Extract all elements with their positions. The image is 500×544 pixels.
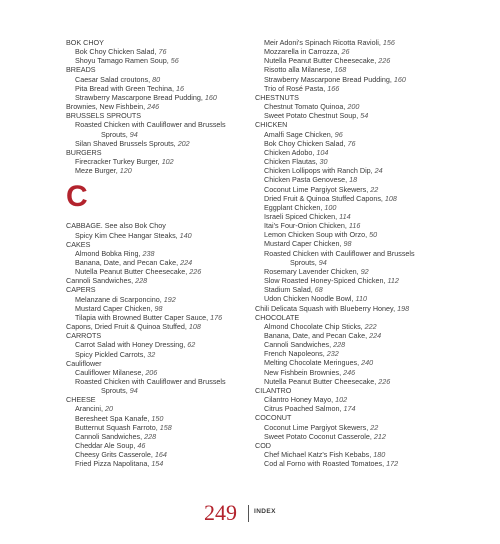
entry-text: CARROTS <box>66 331 102 341</box>
entry-text: Sweet Potato Chestnut Soup, <box>264 111 361 121</box>
page-ref: 168 <box>334 65 347 75</box>
index-entry <box>255 395 470 404</box>
page-ref: 80 <box>152 74 161 84</box>
page-ref: 98 <box>154 303 163 313</box>
index-entry <box>66 267 281 276</box>
index-entry <box>255 459 470 468</box>
index-entry <box>66 386 281 395</box>
index-entry <box>66 313 281 322</box>
index-heading <box>66 359 281 368</box>
page-footer <box>0 500 500 530</box>
page-ref: 140 <box>179 230 192 240</box>
index-entry <box>66 340 281 349</box>
page-ref: 160 <box>393 74 406 84</box>
page-ref: 164 <box>154 450 167 460</box>
page-ref: 24 <box>374 166 383 176</box>
index-entry <box>66 93 281 102</box>
page-ref: 202 <box>177 138 190 148</box>
page-ref: 232 <box>326 349 339 359</box>
entry-text: Bok Choy Chicken Salad, <box>264 138 348 148</box>
entry-text: Eggplant Chicken, <box>264 202 325 212</box>
page-ref: 156 <box>382 38 395 47</box>
page-ref: 22 <box>370 184 379 194</box>
entry-text: Butternut Squash Farroto, <box>75 422 160 432</box>
index-heading <box>66 276 281 285</box>
index-entry <box>255 203 470 212</box>
page-ref: 18 <box>349 175 358 185</box>
entry-text: Mustard Caper Chicken, <box>75 303 155 313</box>
index-heading <box>66 38 281 47</box>
index-entry <box>66 157 281 166</box>
index-heading <box>66 285 281 294</box>
entry-text: Dried Fruit & Quinoa Stuffed Capons, <box>264 193 385 203</box>
index-entry <box>66 258 281 267</box>
index-entry <box>66 450 281 459</box>
entry-text: Pita Bread with Green Techina, <box>75 83 176 93</box>
entry-text: Israeli Spiced Chicken, <box>264 211 340 221</box>
index-entry <box>255 102 470 111</box>
page-ref: 154 <box>151 459 164 469</box>
entry-text: Banana, Date, and Pecan Cake, <box>75 257 181 267</box>
page-ref: 76 <box>158 47 167 57</box>
entry-text: CAPERS <box>66 285 96 295</box>
entry-text: Strawberry Mascarpone Bread Pudding, <box>75 92 205 102</box>
entry-text: French Napoleons, <box>264 349 327 359</box>
entry-text: Udon Chicken Noodle Bowl, <box>264 294 356 304</box>
index-entry <box>255 239 470 248</box>
page-ref: 160 <box>204 92 217 102</box>
entry-text: Beresheet Spa Kanafe, <box>75 413 152 423</box>
entry-text: Cheddar Ale Soup, <box>75 441 138 451</box>
page-ref: 158 <box>159 422 172 432</box>
page-ref: 50 <box>369 230 378 240</box>
index-column-right <box>255 38 470 468</box>
page-ref: 32 <box>147 349 156 359</box>
entry-text: Amalfi Sage Chicken, <box>264 129 335 139</box>
index-column-left <box>66 38 281 469</box>
entry-text: BREADS <box>66 65 96 75</box>
index-entry <box>255 423 470 432</box>
entry-text: Brownies, New Fishbein, <box>66 102 148 112</box>
index-entry <box>255 294 470 303</box>
entry-text: Coconut Lime Pargiyot Skewers, <box>264 184 371 194</box>
index-entry <box>66 295 281 304</box>
entry-text: Cilantro Honey Mayo, <box>264 395 336 405</box>
index-entry <box>66 130 281 139</box>
entry-text: Shoyu Tamago Ramen Soup, <box>75 56 171 66</box>
index-heading <box>66 148 281 157</box>
index-entry <box>255 185 470 194</box>
entry-text: Nutella Peanut Butter Cheesecake, <box>264 56 379 66</box>
index-entry <box>66 368 281 377</box>
page-ref: 110 <box>355 294 367 304</box>
entry-text: Nutella Peanut Butter Cheesecake, <box>75 267 190 277</box>
index-entry <box>255 331 470 340</box>
entry-text: Citrus Poached Salmon, <box>264 404 344 414</box>
entry-text: Slow Roasted Honey-Spiced Chicken, <box>264 276 388 286</box>
section-letter: C <box>66 180 88 214</box>
index-entry <box>66 84 281 93</box>
index-entry <box>255 166 470 175</box>
index-entry <box>66 56 281 65</box>
page-ref: 116 <box>348 221 361 231</box>
entry-text: COD <box>255 440 271 450</box>
page-ref: 120 <box>119 166 132 176</box>
index-heading <box>66 102 281 111</box>
index-heading <box>66 111 281 120</box>
entry-text: Bok Choy Chicken Salad, <box>75 47 159 57</box>
page-ref: 166 <box>327 83 340 93</box>
page-number: 249 <box>204 500 237 525</box>
entry-text: Roasted Chicken with Cauliflower and Brussels <box>75 377 226 386</box>
entry-text: Chicken Pasta Genovese, <box>264 175 350 185</box>
entry-text: Cannoli Sandwiches, <box>264 340 334 350</box>
page-ref: 212 <box>373 431 386 441</box>
index-entry <box>255 111 470 120</box>
entry-text: Chili Delicata Squash with Blueberry Honey, <box>255 303 398 313</box>
index-entry <box>255 75 470 84</box>
entry-text: Meir Adoni's Spinach Ricotta Ravioli, <box>264 38 383 47</box>
index-entry <box>255 212 470 221</box>
page-ref: 226 <box>378 56 391 66</box>
page-ref: 22 <box>370 422 379 432</box>
index-entry <box>66 441 281 450</box>
entry-text: Cauliflower Milanese, <box>75 367 146 377</box>
entry-text: CHOCOLATE <box>255 312 300 322</box>
entry-text: Strawberry Mascarpone Bread Pudding, <box>264 74 394 84</box>
index-entry <box>255 377 470 386</box>
page-ref: 180 <box>373 450 386 460</box>
entry-text: Cod al Forno with Roasted Tomatoes, <box>264 459 387 469</box>
entry-text: Mozzarella in Carrozza, <box>264 47 342 57</box>
entry-text: COCONUT <box>255 413 292 423</box>
entry-text: Melting Chocolate Meringues, <box>264 358 362 368</box>
page-ref: 226 <box>189 267 202 277</box>
index-entry <box>255 56 470 65</box>
page-ref: 26 <box>341 47 350 57</box>
page-ref: 94 <box>318 257 327 267</box>
index-entry <box>255 322 470 331</box>
page-ref: 108 <box>384 193 397 203</box>
entry-text: Nutella Peanut Butter Cheesecake, <box>264 376 379 386</box>
page-ref: 46 <box>137 441 146 451</box>
entry-text: CHEESE <box>66 395 96 405</box>
entry-text: Almond Bobka Ring, <box>75 248 143 258</box>
index-entry <box>66 459 281 468</box>
index-entry <box>255 450 470 459</box>
entry-text: Trio of Rosé Pasta, <box>264 83 328 93</box>
entry-text: BOK CHOY <box>66 38 104 47</box>
page-ref: 150 <box>151 413 164 423</box>
page-ref: 238 <box>142 248 155 258</box>
page-ref: 108 <box>188 322 201 332</box>
page-ref: 114 <box>339 211 351 221</box>
page-ref: 96 <box>334 129 343 139</box>
page-ref: 102 <box>161 157 174 167</box>
page-ref: 102 <box>335 395 348 405</box>
entry-text: Spicy Pickled Carrots, <box>75 349 148 359</box>
page-ref: 62 <box>187 340 196 350</box>
index-heading <box>255 120 470 129</box>
index-heading <box>255 441 470 450</box>
index-entry <box>255 358 470 367</box>
entry-text: Chicken Adobo, <box>264 147 317 157</box>
entry-text: Spicy Kim Chee Hangar Steaks, <box>75 230 180 240</box>
index-entry <box>255 230 470 239</box>
index-entry <box>66 47 281 56</box>
page-ref: 56 <box>170 56 179 66</box>
page-ref: 228 <box>135 276 148 286</box>
entry-text: Cannoli Sandwiches, <box>75 431 145 441</box>
index-heading <box>255 304 470 313</box>
index-entry <box>255 267 470 276</box>
index-entry <box>66 377 281 386</box>
page-ref: 76 <box>347 138 356 148</box>
entry-text: Chicken Flautas, <box>264 157 320 167</box>
page-ref: 226 <box>378 376 391 386</box>
index-heading <box>66 240 281 249</box>
page-ref: 16 <box>175 83 184 93</box>
entry-text: Chicken Lollipops with Ranch Dip, <box>264 166 375 176</box>
page-ref: 94 <box>129 129 138 139</box>
page-ref: 100 <box>324 202 337 212</box>
entry-text: Sprouts, <box>290 257 319 267</box>
index-heading <box>66 395 281 404</box>
entry-text: CABBAGE. See also Bok Choy <box>66 221 166 231</box>
entry-text: Sprouts, <box>101 129 130 139</box>
index-entry <box>255 130 470 139</box>
entry-text: Tilapia with Browned Butter Caper Sauce, <box>75 312 211 322</box>
index-entry <box>255 139 470 148</box>
entry-text: Cannoli Sandwiches, <box>66 276 136 286</box>
page-ref: 198 <box>397 303 410 313</box>
page-ref: 246 <box>147 102 160 112</box>
entry-text: BURGERS <box>66 147 102 157</box>
section-label: INDEX <box>254 508 276 515</box>
index-heading <box>255 386 470 395</box>
index-entry <box>255 285 470 294</box>
entry-text: Meze Burger, <box>75 166 120 176</box>
page-ref: 200 <box>347 102 360 112</box>
entry-text: CAKES <box>66 239 91 249</box>
index-entry <box>255 47 470 56</box>
entry-text: CHESTNUTS <box>255 92 299 102</box>
index-entry <box>255 65 470 74</box>
index-entry <box>255 157 470 166</box>
entry-text: New Fishbein Brownies, <box>264 367 344 377</box>
index-entry <box>66 423 281 432</box>
index-entry <box>66 249 281 258</box>
page-ref: 240 <box>361 358 374 368</box>
page-ref: 224 <box>369 331 382 340</box>
page-ref: 112 <box>387 276 399 286</box>
entry-text: Sweet Potato Coconut Casserole, <box>264 431 374 441</box>
page-ref: 68 <box>314 285 323 295</box>
entry-text: Lemon Chicken Soup with Orzo, <box>264 230 370 240</box>
page-ref: 228 <box>333 340 346 350</box>
index-entry <box>66 120 281 129</box>
page-ref: 98 <box>343 239 352 249</box>
index-entry <box>255 148 470 157</box>
page-ref: 192 <box>163 294 176 304</box>
index-entry <box>66 75 281 84</box>
index-entry <box>255 194 470 203</box>
page-ref: 54 <box>360 111 369 121</box>
entry-text: Chestnut Tomato Quinoa, <box>264 102 348 112</box>
page-ref: 222 <box>364 321 377 331</box>
index-entry <box>255 258 470 267</box>
index-heading <box>66 65 281 74</box>
index-entry <box>255 404 470 413</box>
index-heading <box>255 93 470 102</box>
entry-text: Silan Shaved Brussels Sprouts, <box>75 138 178 148</box>
entry-text: Caesar Salad croutons, <box>75 74 153 84</box>
entry-text: Rosemary Lavender Chicken, <box>264 266 361 276</box>
entry-text: Sprouts, <box>101 386 130 396</box>
index-entry <box>255 38 470 47</box>
entry-text: Capons, Dried Fruit & Quinoa Stuffed, <box>66 322 189 332</box>
entry-text: Melanzane di Scarponcino, <box>75 294 164 304</box>
index-entry <box>66 404 281 413</box>
entry-text: CILANTRO <box>255 385 292 395</box>
entry-text: Carrot Salad with Honey Dressing, <box>75 340 188 350</box>
index-entry <box>66 139 281 148</box>
entry-text: Stadium Salad, <box>264 285 315 295</box>
page-ref: 94 <box>129 386 138 396</box>
page-ref: 104 <box>316 147 329 157</box>
index-entry <box>255 340 470 349</box>
page-ref: 20 <box>104 404 113 414</box>
index-heading <box>66 322 281 331</box>
index-entry <box>66 350 281 359</box>
index-entry <box>66 414 281 423</box>
page-ref: 228 <box>144 431 157 441</box>
index-entry <box>66 231 281 240</box>
entry-text: Cauliflower <box>66 358 102 368</box>
entry-text: Almond Chocolate Chip Sticks, <box>264 321 365 331</box>
entry-text: Fried Pizza Napolitana, <box>75 459 152 469</box>
entry-text: Chef Michael Katz's Fish Kebabs, <box>264 450 374 460</box>
index-entry <box>66 432 281 441</box>
index-entry <box>255 276 470 285</box>
index-heading <box>66 221 281 230</box>
entry-text: Arancini, <box>75 404 105 414</box>
index-entry <box>66 166 281 175</box>
page-ref: 206 <box>145 367 158 377</box>
index-entry <box>255 349 470 358</box>
entry-text: Mustard Caper Chicken, <box>264 239 344 249</box>
entry-text: Roasted Chicken with Cauliflower and Brussels <box>264 248 415 258</box>
index-entry <box>255 432 470 441</box>
index-entry <box>255 368 470 377</box>
page-ref: 30 <box>319 157 328 167</box>
page-ref: 246 <box>343 367 356 377</box>
index-entry <box>255 249 470 258</box>
entry-text: Firecracker Turkey Burger, <box>75 157 162 167</box>
entry-text: Itai's Four-Onion Chicken, <box>264 221 349 231</box>
entry-text: Roasted Chicken with Cauliflower and Brussels <box>75 120 226 130</box>
index-entry <box>255 175 470 184</box>
page-ref: 176 <box>210 312 223 322</box>
page-ref: 174 <box>343 404 356 414</box>
page-ref: 92 <box>360 266 369 276</box>
index-entry <box>255 84 470 93</box>
entry-text: Coconut Lime Pargiyot Skewers, <box>264 422 371 432</box>
footer-divider <box>248 505 249 522</box>
entry-text: CHICKEN <box>255 120 288 130</box>
entry-text: BRUSSELS SPROUTS <box>66 111 142 121</box>
entry-text: Risotto alla Milanese, <box>264 65 335 75</box>
index-heading <box>255 413 470 422</box>
index-heading <box>66 331 281 340</box>
index-entry <box>255 221 470 230</box>
entry-text: Cheesy Grits Casserole, <box>75 450 155 460</box>
index-heading <box>255 313 470 322</box>
index-entry <box>66 304 281 313</box>
page-ref: 172 <box>386 459 399 469</box>
entry-text: Banana, Date, and Pecan Cake, <box>264 331 370 340</box>
page-ref: 224 <box>180 257 193 267</box>
